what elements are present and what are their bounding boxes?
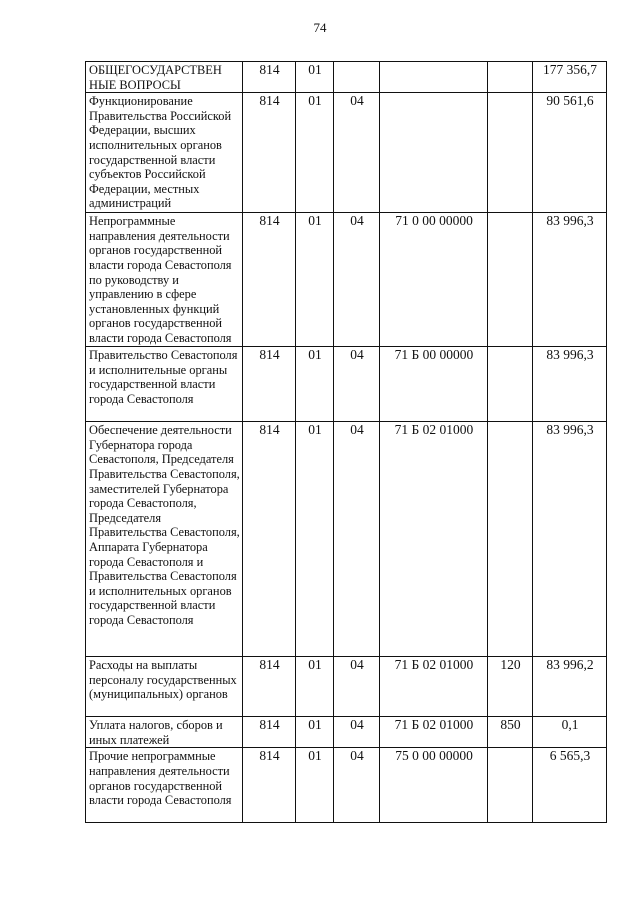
section-code: 01 <box>296 213 334 347</box>
subsection-code: 04 <box>334 717 380 748</box>
target-article-code: 71 Б 02 01000 <box>380 717 488 748</box>
expense-type-code <box>488 748 533 823</box>
table-row <box>86 748 607 823</box>
section-code: 01 <box>296 422 334 657</box>
section-code: 01 <box>296 347 334 422</box>
expense-name: Обеспечение деятельности Губернатора города Севастополя, Председателя Правительства Севастополя, заместителей Губернатора города Севастополя, Председателя Правительства Севастополя, Аппарата Губернатора города Севастополя и Правительства Севастополя и исполнительных органов государственной власти города Севастополя <box>86 422 243 657</box>
section-code: 01 <box>296 62 334 93</box>
table-row <box>86 62 607 93</box>
expense-type-code <box>488 62 533 93</box>
ministry-code: 814 <box>243 347 296 422</box>
budget-table <box>85 61 607 823</box>
table-row <box>86 347 607 422</box>
target-article-code: 71 Б 00 00000 <box>380 347 488 422</box>
expense-name: Уплата налогов, сборов и иных платежей <box>86 717 243 748</box>
section-code: 01 <box>296 748 334 823</box>
expense-type-code <box>488 93 533 213</box>
expense-type-code: 120 <box>488 657 533 717</box>
ministry-code: 814 <box>243 748 296 823</box>
subsection-code: 04 <box>334 213 380 347</box>
amount: 90 561,6 <box>533 93 607 213</box>
ministry-code: 814 <box>243 717 296 748</box>
section-code: 01 <box>296 717 334 748</box>
subsection-code: 04 <box>334 93 380 213</box>
ministry-code: 814 <box>243 62 296 93</box>
target-article-code: 75 0 00 00000 <box>380 748 488 823</box>
expense-name: Правительство Севастополя и исполнительные органы государственной власти города Севастополя <box>86 347 243 422</box>
subsection-code: 04 <box>334 422 380 657</box>
target-article-code: 71 Б 02 01000 <box>380 657 488 717</box>
table-row <box>86 213 607 347</box>
page-number: 74 <box>313 20 327 35</box>
expense-type-code <box>488 422 533 657</box>
expense-type-code: 850 <box>488 717 533 748</box>
subsection-code: 04 <box>334 657 380 717</box>
amount: 83 996,3 <box>533 347 607 422</box>
section-code: 01 <box>296 93 334 213</box>
subsection-code: 04 <box>334 347 380 422</box>
subsection-code: 04 <box>334 748 380 823</box>
amount: 83 996,3 <box>533 422 607 657</box>
expense-name: Расходы на выплаты персоналу государственных (муниципальных) органов <box>86 657 243 717</box>
target-article-code <box>380 93 488 213</box>
table-row <box>86 657 607 717</box>
target-article-code <box>380 62 488 93</box>
ministry-code: 814 <box>243 93 296 213</box>
expense-name: ОБЩЕГОСУДАРСТВЕН НЫЕ ВОПРОСЫ <box>86 62 243 93</box>
amount: 83 996,3 <box>533 213 607 347</box>
expense-name: Функционирование Правительства Российской Федерации, высших исполнительных органов государственной власти субъектов Российской Федерации, местных администраций <box>86 93 243 213</box>
table-row <box>86 717 607 748</box>
target-article-code: 71 Б 02 01000 <box>380 422 488 657</box>
expense-name: Прочие непрограммные направления деятельности органов государственной власти города Севастополя <box>86 748 243 823</box>
amount: 83 996,2 <box>533 657 607 717</box>
expense-type-code <box>488 213 533 347</box>
ministry-code: 814 <box>243 422 296 657</box>
section-code: 01 <box>296 657 334 717</box>
table-row <box>86 422 607 657</box>
target-article-code: 71 0 00 00000 <box>380 213 488 347</box>
ministry-code: 814 <box>243 213 296 347</box>
subsection-code <box>334 62 380 93</box>
ministry-code: 814 <box>243 657 296 717</box>
expense-name: Непрограммные направления деятельности органов государственной власти города Севастополя по руководству и управлению в сфере установленных функций органов государственной власти города Севастополя <box>86 213 243 347</box>
expense-type-code <box>488 347 533 422</box>
table-row <box>86 93 607 213</box>
amount: 177 356,7 <box>533 62 607 93</box>
amount: 0,1 <box>533 717 607 748</box>
amount: 6 565,3 <box>533 748 607 823</box>
